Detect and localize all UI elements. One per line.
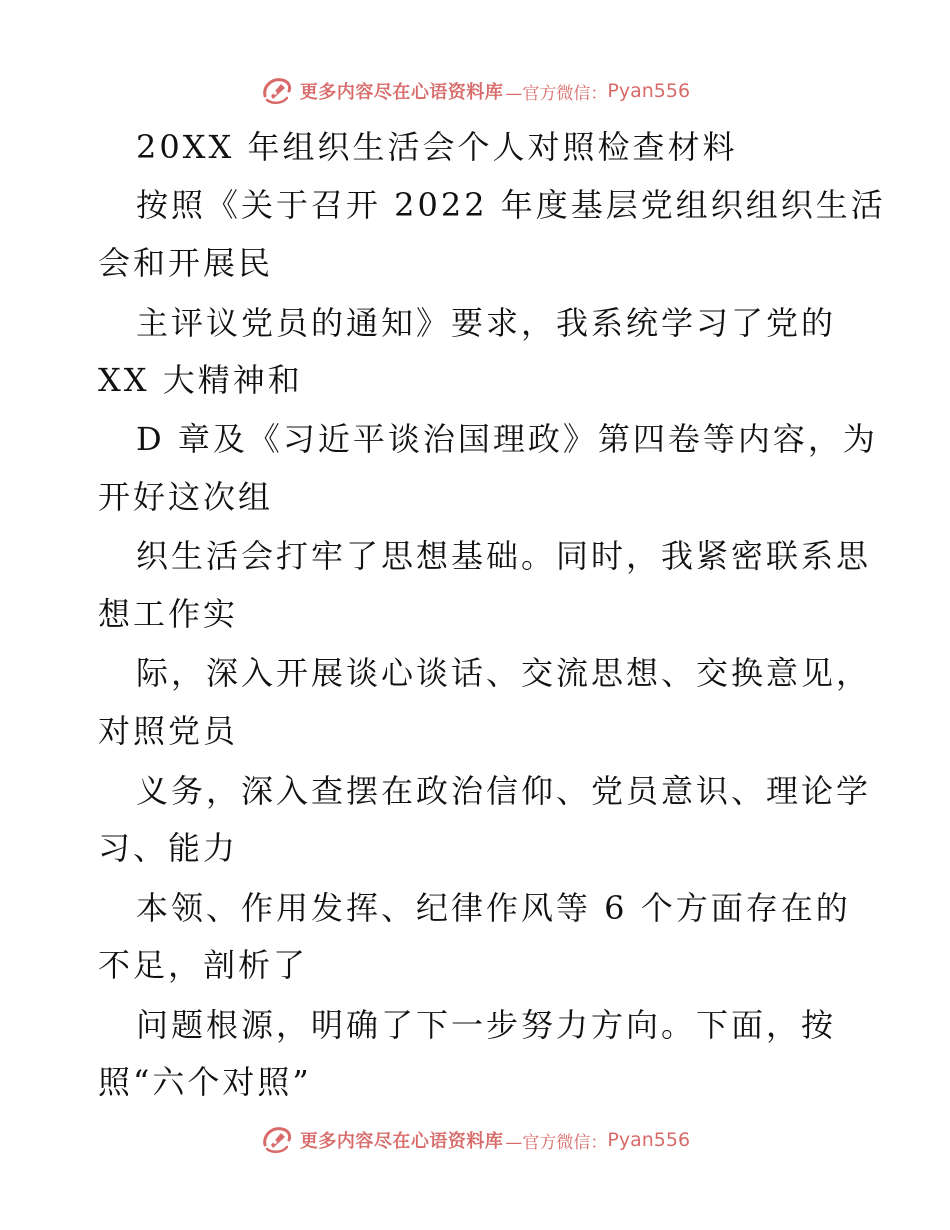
paragraph-line: 本领、作用发挥、纪律作风等 6 个方面存在的 [136,889,851,927]
paragraph-line: 照“六个对照” [98,1063,312,1101]
site-slogan: 更多内容尽在心语资料库 [299,1131,504,1152]
paragraph-line: 织生活会打牢了思想基础。同时，我紧密联系思 [136,537,872,575]
paragraph-line: 际，深入开展谈心谈话、交流思想、交换意见， [136,654,872,692]
pen-nib-swirl-icon [260,74,294,108]
paragraph-line: D 章及《习近平谈治国理政》第四卷等内容，为 [136,420,878,458]
site-slogan: 更多内容尽在心语资料库 [299,82,504,103]
wechat-id: Pyan556 [607,80,691,102]
document-title: 20XX 年组织生活会个人对照检查材料 [136,128,738,166]
paragraph-line: 开好这次组 [98,478,274,516]
paragraph-line: 问题根源，明确了下一步努力方向。下面，按 [136,1006,837,1044]
header-banner [0,71,950,111]
wechat-id: Pyan556 [607,1129,691,1151]
official-wechat-label: —官方微信： [505,1132,608,1153]
paragraph-line: 按照《关于召开 2022 年度基层党组织组织生活 [136,186,886,224]
paragraph-line: 主评议党员的通知》要求，我系统学习了党的 [136,304,837,342]
paragraph-line: 习、能力 [98,829,239,867]
footer-banner [0,1120,950,1160]
paragraph-line: 会和开展民 [98,244,274,282]
paragraph-line: 义务，深入查摆在政治信仰、党员意识、理论学 [136,772,872,810]
pen-nib-swirl-icon [260,1123,294,1157]
official-wechat-label: —官方微信： [505,83,608,104]
paragraph-line: 对照党员 [98,712,239,750]
paragraph-line: XX 大精神和 [98,361,303,399]
paragraph-line: 想工作实 [98,595,239,633]
paragraph-line: 不足，剖析了 [98,946,309,984]
